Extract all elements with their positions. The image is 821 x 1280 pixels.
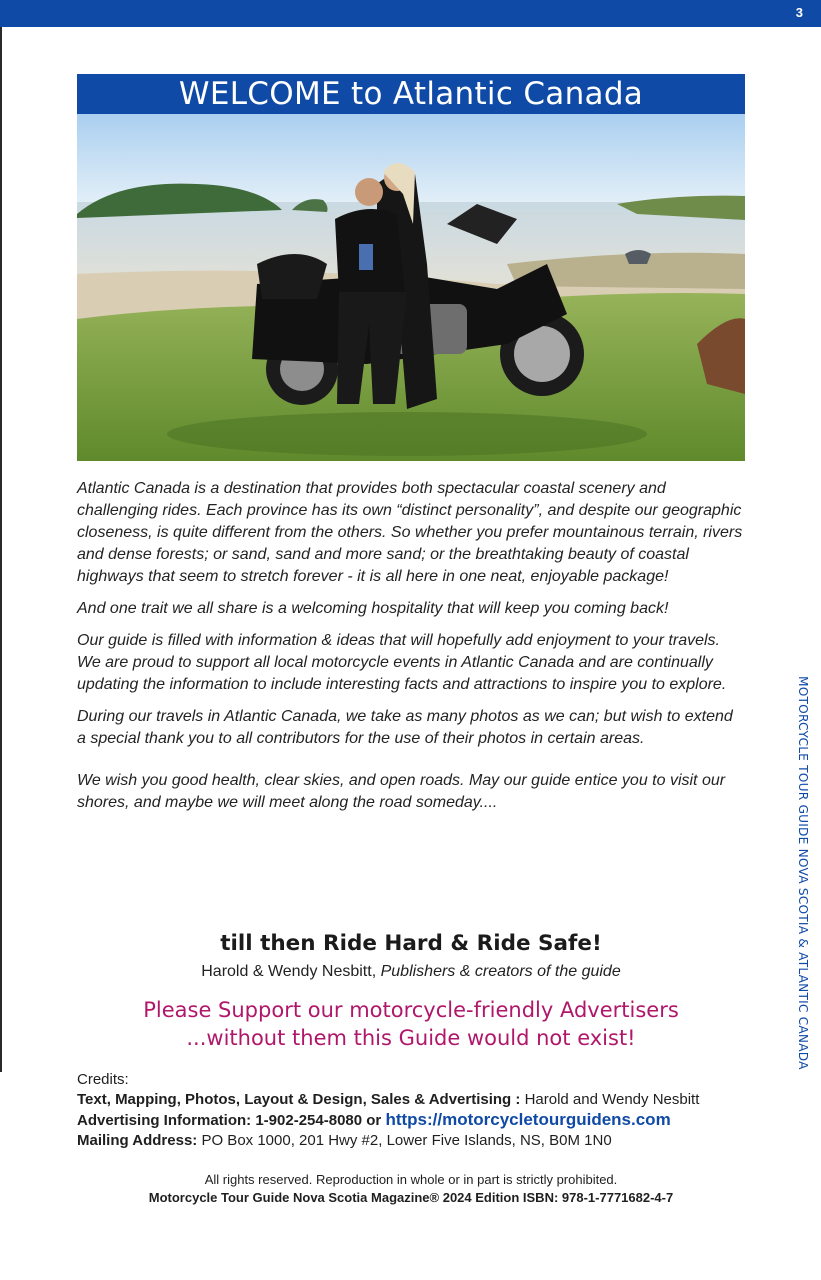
couple-motorcycle-photo (77, 114, 745, 461)
page-title: WELCOME to Atlantic Canada (178, 76, 644, 112)
mailing-address: PO Box 1000, 201 Hwy #2, Lower Five Islands, NS, B0M 1N0 (201, 1132, 612, 1149)
publisher-names: Harold & Wendy Nesbitt, (201, 963, 377, 980)
publishers-line (77, 961, 745, 983)
edition-isbn: Motorcycle Tour Guide Nova Scotia Magazine® 2024 Edition ISBN: 978-1-7771682-4-7 (148, 1190, 674, 1205)
advertising-label: Advertising Information: (77, 1112, 252, 1129)
ride-safe-headline: till then Ride Hard & Ride Safe! (220, 931, 602, 956)
side-vertical-title: MOTORCYCLE TOUR GUIDE NOVA SCOTIA & ATLANTIC CANADA (796, 676, 810, 1070)
credits-text-row (77, 1090, 767, 1110)
credits-mailing-row (77, 1131, 767, 1151)
paragraph-photos: During our travels in Atlantic Canada, we take as many photos as we can; but wish to extend a special thank you to all contributors for the use of their photos in certain areas. (77, 708, 733, 747)
welcome-body (77, 478, 745, 814)
page-number: 3 (795, 5, 803, 20)
mailing-label: Mailing Address: (77, 1132, 198, 1149)
credits-block (77, 1070, 767, 1151)
advertising-phone: 1-902-254-8080 or (255, 1112, 382, 1129)
publisher-role: Publishers & creators of the guide (380, 963, 621, 980)
support-line-2: ...without them this Guide would not exist! (186, 1026, 636, 1050)
rights-notice: All rights reserved. Reproduction in whole or in part is strictly prohibited. (204, 1172, 618, 1187)
paragraph-hospitality: And one trait we all share is a welcoming hospitality that will keep you coming back! (77, 600, 669, 617)
credits-text-label: Text, Mapping, Photos, Layout & Design, Sales & Advertising : (77, 1091, 521, 1108)
title-banner (77, 74, 745, 114)
credits-advertising-row (77, 1110, 767, 1131)
support-line-1: Please Support our motorcycle-friendly Advertisers (143, 998, 679, 1022)
credits-text-value: Harold and Wendy Nesbitt (524, 1091, 700, 1108)
footer (77, 1171, 745, 1207)
sign-off (77, 930, 745, 983)
photo-couple-motorcycle-icon (77, 114, 745, 461)
paragraph-guide: Our guide is filled with information & ideas that will hopefully add enjoyment to your travels. We are proud to support all local motorcycle events in Atlantic Canada and are continually updating the information to include interesting facts and attractions to inspire you to explore. (77, 632, 727, 693)
left-edge-line (0, 27, 2, 1072)
top-color-bar (0, 0, 821, 27)
paragraph-wishes: We wish you good health, clear skies, and open roads. May our guide entice you to visit our shores, and maybe we will meet along the road someday.... (77, 772, 726, 811)
paragraph-intro: Atlantic Canada is a destination that provides both spectacular coastal scenery and challenging rides. Each province has its own “distinct personality”, and despite our geographic closeness, is quite different from the others. So whether you prefer mountainous terrain, rivers and dense forests; or sand, sand and more sand; or the breathtaking beauty of coastal highways that seem to stretch forever - it is all here in one neat, enjoyable package! (77, 480, 743, 585)
website-link[interactable]: https://motorcycletourguidens.com (385, 1110, 671, 1129)
credits-heading: Credits: (77, 1071, 129, 1088)
support-advertisers (77, 996, 745, 1052)
